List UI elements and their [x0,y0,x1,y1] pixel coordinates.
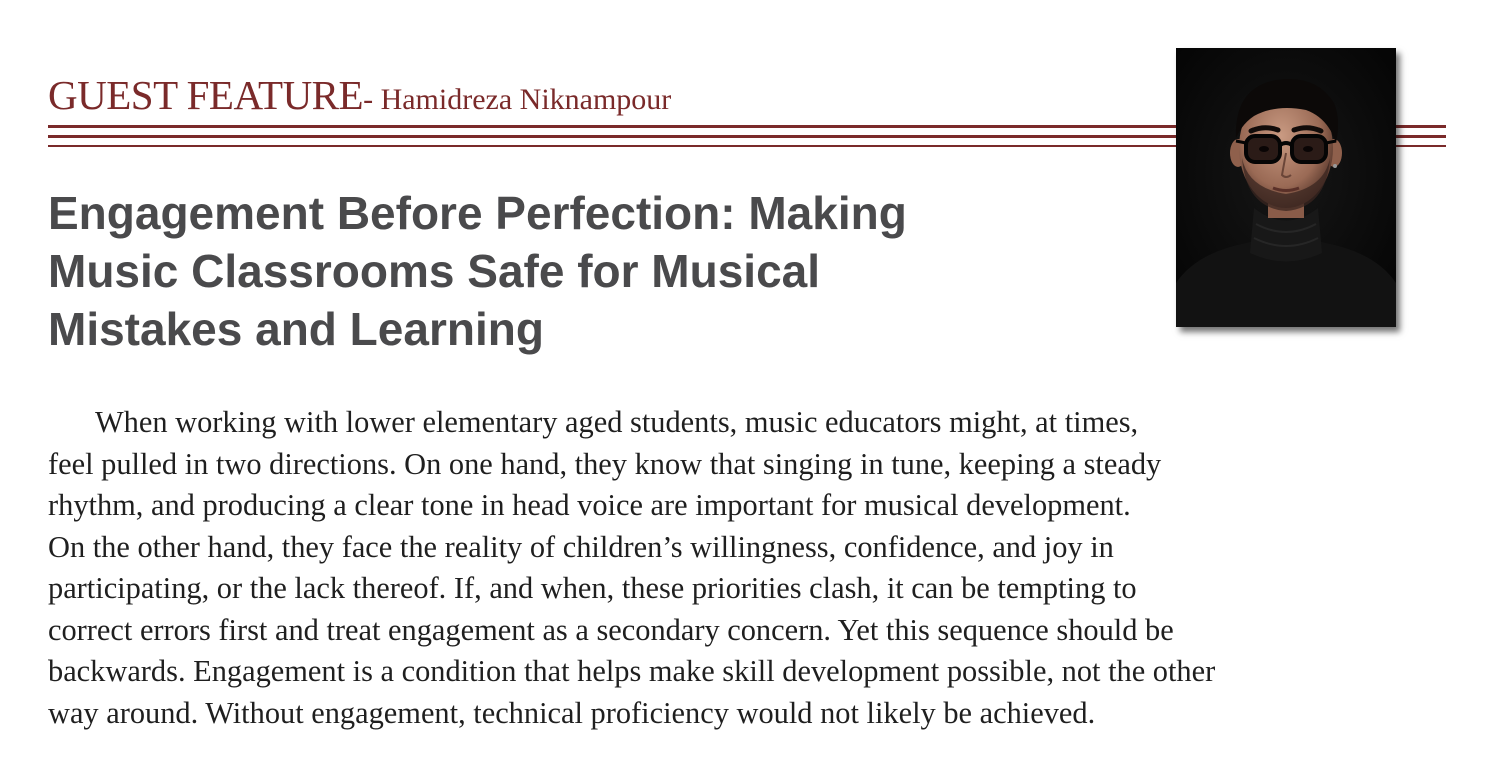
title-line: Engagement Before Perfection: Making [48,187,907,239]
body-line: When working with lower elementary aged students, music educators might, at times, [95,405,1139,439]
body-line: correct errors first and treat engagement as a secondary concern. Yet this sequence should be [48,612,1174,647]
body-line: rhythm, and producing a clear tone in head voice are important for musical development. [48,488,1131,522]
body-line: feel pulled in two directions. On one hand, they know that singing in tune, keeping a steady [48,446,1162,481]
article-title [48,184,1128,358]
header-line [48,71,671,119]
body-line: participating, or the lack thereof. If, and when, these priorities clash, it can be tempting to [48,571,1137,605]
title-line: Music Classrooms Safe for Musical [48,245,821,297]
body-line: backwards. Engagement is a condition that helps make skill development possible, not the other [48,654,1216,688]
author-portrait-icon [1176,48,1396,327]
section-label: GUEST FEATURE [48,72,364,118]
author-photo [1176,48,1396,327]
author-name: - Hamidreza Niknampour [363,83,672,116]
body-line: way around. Without engagement, technical proficiency would not likely be achieved. [48,695,1096,730]
title-line: Mistakes and Learning [48,303,544,355]
article-body [48,402,1448,734]
body-line: On the other hand, they face the reality of children’s willingness, confidence, and joy in [48,529,1114,564]
